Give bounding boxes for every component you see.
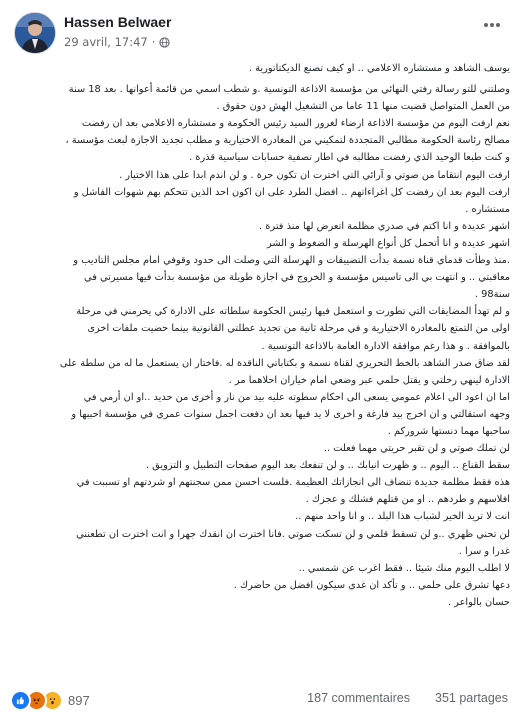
post-line: انت لا تريد الخير لشباب هذا البلد .. و انا واحد منهم .. (295, 511, 510, 523)
post-meta (64, 35, 170, 49)
post-line: بالموافقة . و هذا رغم موافقة الادارة العامة بالاذاعة التونسية . (261, 340, 510, 352)
post-line: دعها تشرق على حلمي .. و تأكد ان غدي سيكون افضل من حاضرك . (233, 579, 510, 591)
post-line: وجهه استقالتي و ان اخرج بيد فارغة و اخرى لا يد فيها بعد ان دفعت اجمل سنوات عمري في مؤسسة احببها و (71, 408, 510, 420)
post-line: لن تملك صوتي و لن تقبر حريتي مهما فعلت .. (323, 443, 510, 455)
post-line: مستشاره . (465, 203, 510, 215)
dot-icon (496, 23, 500, 27)
reactions-summary[interactable] (10, 690, 90, 711)
dot-icon (490, 23, 494, 27)
post-line: نعم ارفت اليوم من مؤسسة الاذاعة ارضاء لغرور السيد رئيس الحكومة و مستشاره الاعلامي بعد ان رفضت (81, 118, 510, 130)
post-text (12, 60, 510, 611)
post-line: من العمل المتواصل قضيت منها 11 عاما من التشغيل الهش دون حقوق . (216, 101, 510, 113)
avatar[interactable] (14, 12, 56, 54)
post-header (10, 8, 515, 56)
post-line: هذه فقط مظلمة جديدة تنضاف الى انجازاتك العظيمة .فلست احسن ممن سجنتهم او شردتهم او تسببت في (76, 477, 510, 489)
reaction-count: 897 (68, 693, 90, 708)
post-line: و كنت طبعا الوحيد الذي رفضت مطالبه في اطار تصفية حسابات سياسية قذرة . (189, 152, 510, 164)
post-line: اشهر عديدة و انا أتحمل كل أنواع الهرسلة و الضغوط و الشر (267, 237, 510, 249)
post-line: اشهر عديدة و انا اكتم في صدري مظلمة اتعرض لها منذ فترة . (259, 220, 510, 232)
post-footer (10, 688, 510, 712)
post-line: ساحبها مهما دنستها شروركم . (387, 425, 510, 437)
post-line: لا اطلب اليوم منك شيئا .. فقط اغرب عن شمسي .. (298, 562, 510, 574)
shares-count-link[interactable]: 351 partages (435, 691, 508, 705)
post-date[interactable]: 29 avril, 17:47 (64, 35, 148, 49)
post-line: غدرا و سرا . (458, 545, 510, 557)
post-line: معاقبتي .. و انتهت بي الى تاسيس مؤسسة و الخروج في اجازة طويلة من مؤسسة بدأت فيها مسيرتي في (84, 272, 510, 284)
avatar-photo (15, 13, 55, 53)
post-line: سنة98 . (474, 289, 510, 301)
post-line: الادارة لينهي رحلتي و يقتل حلمي عبر وضعي امام خياران احلاهما مر . (228, 374, 510, 386)
author-name[interactable]: Hassen Belwaer (64, 14, 172, 30)
post-line: و لم تهدأ المضايقات التي تطورت و استعمل فيها رئيس الحكومة سلطاته على الادارة كي يحرمني في مرحلة (76, 306, 510, 318)
post-line: اما ان اعود الى اعلام عمومي يسعى الى احكام سطوته عليه بيد من نار و أخرى من حديد ..او ان أرمي في (83, 391, 510, 403)
dot-icon (484, 23, 488, 27)
post-line: سقط القناع .. اليوم .. و ظهرت انيابك .. و لن تنفعك بعد اليوم صفحات التطبيل و التزويق . (145, 460, 510, 472)
like-icon (10, 690, 31, 711)
comments-count-link[interactable]: 187 commentaires (307, 691, 410, 705)
post-line: مصالح رئاسة الحكومة مطالبي المتجددة لتمكيني من المغادرة الاختيارية و مطلب تجديد الاجازة لبعث مؤسسة ، (65, 135, 510, 147)
post-line: يوسف الشاهد و مستشاره الاعلامي .. او كيف تصنع الديكتاتورية . (248, 63, 510, 74)
more-options-button[interactable] (483, 12, 513, 32)
post-line: حسان بالواعر . (447, 596, 510, 608)
globe-icon (159, 37, 170, 48)
post-line: لن تحني ظهري ..و لن تسقط قلمي و لن تسكت صوتي .فانا اخترت ان انقدك جهرا و انت اخترت ان تطعنني (76, 528, 510, 540)
post-line: .منذ وطأت قدماي قناة نسمة بدأت التضييقات و الهرسلة التي وصلت الى حدود وقوفي امام مجلس التاديب و (73, 255, 510, 267)
separator-dot: · (151, 35, 156, 49)
post-line: ارفت اليوم بعد ان رفضت كل اغراءاتهم .. افضل الطرد على ان اكون احد الذين تتحكم بهم شهوات الفاشل و (73, 186, 510, 198)
post-line: افلاسهم و طردهم .. او من قتلهم فشلك و عجزك . (305, 494, 510, 506)
post-line: وصلتني للتو رسالة رفتي النهائي من مؤسسة الاذاعة التونسية .و شطب اسمي من قائمة أعوانها . بعد 18 سنة (68, 84, 510, 96)
post-line: لقد ضاق صدر الشاهد بالخط التحريري لقناة نسمة و بكتاباتي الناقدة له .فاختار ان يستعمل ما له من سلطة على (59, 357, 510, 369)
post-line: اولى من التمتع بالمغادرة الاختيارية و في مرحلة ثانية من تجديد عطلتي القانونية بينما حضيت ملفات اخرى (87, 323, 510, 335)
post-line: ارفت اليوم انتقاما من صوتي و آرائي التي اخترت ان تكون حرة . و لن اندم ابدا على هذا الاختيار . (119, 169, 510, 181)
